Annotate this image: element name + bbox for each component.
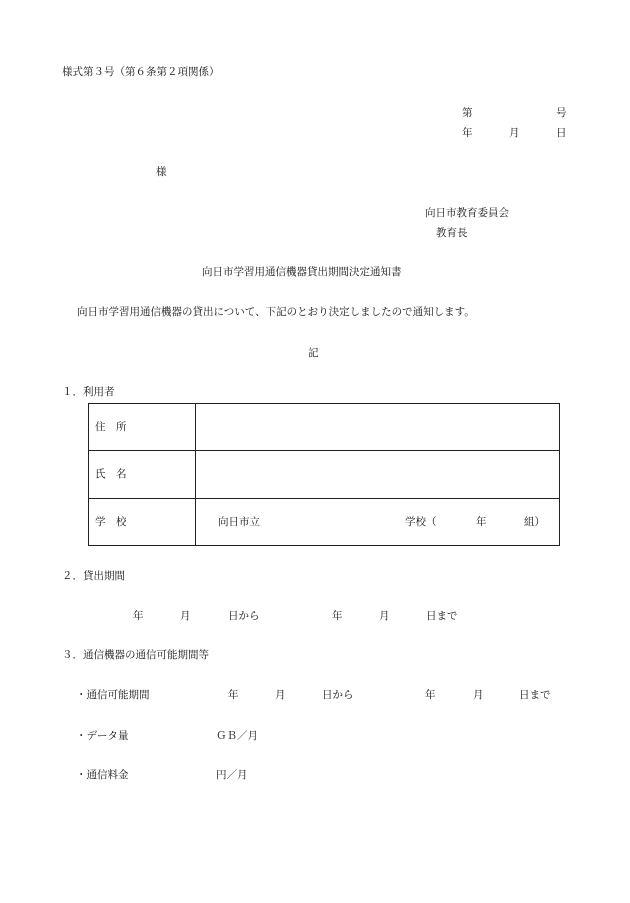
period-from-day: 日から [322, 689, 354, 701]
section1-heading: １．利用者 [62, 386, 115, 398]
doc-date-year: 年 [462, 127, 473, 139]
school-value [196, 498, 560, 545]
body-text: 向日市学習用通信機器の貸出について、下記のとおり決定しましたので通知します。 [77, 306, 475, 318]
table-row [89, 451, 560, 498]
school-city: 向日市立 [218, 515, 260, 528]
issuer-title: 教育長 [436, 227, 468, 239]
address-label: 住 所 [89, 404, 196, 451]
table-row [89, 498, 560, 545]
name-value [196, 451, 560, 498]
loan-to-year: 年 [332, 610, 343, 622]
loan-from-day: 日から [228, 610, 260, 622]
section2-heading: ２．貸出期間 [62, 570, 125, 582]
user-table [88, 403, 560, 546]
name-label: 氏 名 [89, 451, 196, 498]
school-suffix: 学校（ [405, 515, 437, 528]
addressee-suffix: 様 [156, 166, 167, 178]
fee-unit: 円／月 [216, 769, 248, 781]
period-to-month: 月 [473, 689, 484, 701]
loan-to-day: 日まで [426, 610, 458, 622]
doc-number-go: 号 [556, 107, 567, 119]
period-to-day: 日まで [519, 689, 551, 701]
period-to-year: 年 [425, 689, 436, 701]
loan-from-month: 月 [180, 610, 191, 622]
fee-label: ・通信料金 [76, 769, 129, 781]
period-from-year: 年 [228, 689, 239, 701]
data-amount-label: ・データ量 [76, 730, 129, 742]
doc-number-dai: 第 [462, 107, 473, 119]
school-year: 年 [476, 515, 487, 528]
address-value [196, 404, 560, 451]
section3-heading: ３．通信機器の通信可能期間等 [62, 649, 209, 661]
table-row [89, 404, 560, 451]
school-class: 組） [524, 515, 545, 528]
document-title: 向日市学習用通信機器貸出期間決定通知書 [202, 266, 402, 278]
loan-to-month: 月 [379, 610, 390, 622]
loan-from-year: 年 [133, 610, 144, 622]
issuer-org: 向日市教育委員会 [425, 207, 509, 219]
ki-heading: 記 [308, 347, 319, 359]
data-amount-unit: ＧＢ／月 [216, 730, 258, 742]
period-label: ・通信可能期間 [76, 689, 150, 701]
doc-date-day: 日 [556, 127, 567, 139]
school-label: 学 校 [89, 498, 196, 545]
period-from-month: 月 [275, 689, 286, 701]
form-number: 様式第３号（第６条第２項関係） [62, 66, 220, 78]
doc-date-month: 月 [509, 127, 520, 139]
